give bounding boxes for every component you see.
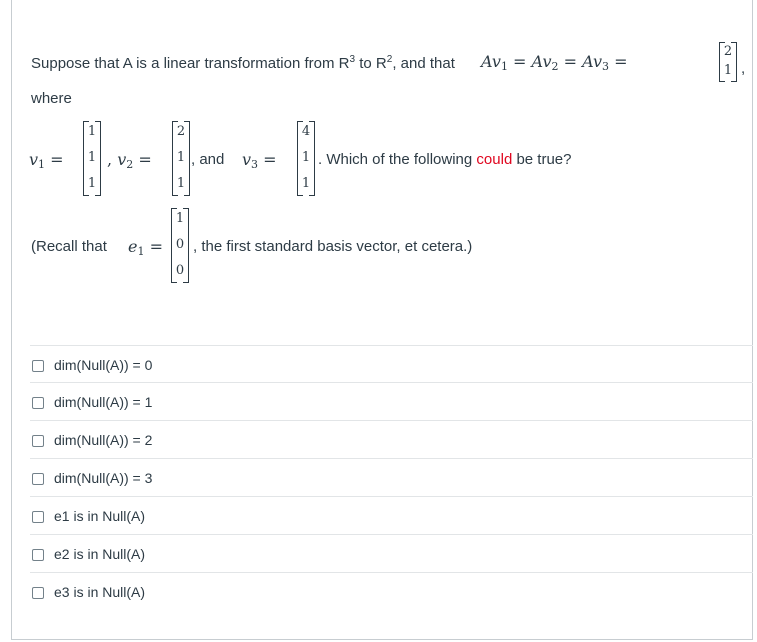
e1-equals: = <box>149 237 163 256</box>
e1-letter: e <box>128 237 138 256</box>
and-that-text: , and that <box>392 55 455 72</box>
v3-letter: v <box>242 150 252 169</box>
result-entry-2: 1 <box>723 63 733 78</box>
and-text: , and <box>191 151 225 168</box>
option-dim-null-1[interactable] <box>30 382 753 419</box>
option-label: dim(Null(A)) = 3 <box>54 470 153 486</box>
option-label: e2 is in Null(A) <box>54 546 146 562</box>
option-e1-in-null[interactable] <box>30 496 753 533</box>
equals-sign-3: = <box>614 52 628 71</box>
av2-label: Av <box>531 52 552 71</box>
checkbox[interactable] <box>32 587 44 599</box>
e1-entry-3: 0 <box>175 263 185 278</box>
could-emphasis: could <box>476 151 513 168</box>
v2-letter: v <box>117 150 127 169</box>
option-dim-null-2[interactable] <box>30 420 753 457</box>
r3-exponent: 3 <box>349 54 356 65</box>
v3-label <box>242 150 277 171</box>
checkbox[interactable] <box>32 435 44 447</box>
option-label: dim(Null(A)) = 0 <box>54 357 153 373</box>
v3-equals: = <box>263 150 277 169</box>
v1-entry-2: 1 <box>87 150 97 165</box>
be-true-text: be true? <box>512 151 572 168</box>
intro-text: Suppose that A is a linear transformation from R <box>31 55 350 72</box>
v3-matrix <box>297 121 315 196</box>
av1-sub: 1 <box>500 60 508 73</box>
recall-text: (Recall that <box>31 238 107 255</box>
option-label: e3 is in Null(A) <box>54 584 146 600</box>
checkbox[interactable] <box>32 360 44 372</box>
av3-sub: 3 <box>602 60 610 73</box>
v1-equals: = <box>50 150 64 169</box>
v1-label <box>29 150 64 171</box>
v3-entry-3: 1 <box>301 176 311 191</box>
v2-entry-1: 2 <box>176 124 186 139</box>
e1-entry-2: 0 <box>175 237 185 252</box>
which-question <box>318 151 572 168</box>
question-card <box>11 0 753 640</box>
option-label: dim(Null(A)) = 2 <box>54 432 153 448</box>
equals-sign-1: = <box>513 52 527 71</box>
option-e2-in-null[interactable] <box>30 534 753 571</box>
av3-label: Av <box>582 52 603 71</box>
checkbox[interactable] <box>32 549 44 561</box>
r2-exponent: 2 <box>386 54 393 65</box>
which-text: . Which of the following <box>318 151 477 168</box>
trailing-comma: , <box>741 60 746 77</box>
result-entry-1: 2 <box>723 44 733 59</box>
e1-matrix <box>171 208 189 283</box>
option-dim-null-0[interactable] <box>30 345 753 382</box>
to-text: to R <box>355 55 387 72</box>
e1-sub: 1 <box>137 245 145 258</box>
option-dim-null-3[interactable] <box>30 458 753 495</box>
option-label: dim(Null(A)) = 1 <box>54 394 153 410</box>
checkbox[interactable] <box>32 473 44 485</box>
checkbox[interactable] <box>32 397 44 409</box>
e1-entry-1: 1 <box>175 211 185 226</box>
v1-sub: 1 <box>38 158 46 171</box>
v1-matrix <box>83 121 101 196</box>
v1-letter: v <box>29 150 39 169</box>
av-equation <box>481 52 628 73</box>
v2-matrix <box>172 121 190 196</box>
checkbox[interactable] <box>32 511 44 523</box>
v2-sub: 2 <box>126 158 134 171</box>
v2-equals: = <box>138 150 152 169</box>
v2-comma: , <box>107 150 113 169</box>
v2-entry-2: 1 <box>176 150 186 165</box>
v3-sub: 3 <box>251 158 259 171</box>
basis-note: , the first standard basis vector, et cetera.) <box>193 238 473 255</box>
question-intro <box>31 54 455 72</box>
v2-entry-3: 1 <box>176 176 186 191</box>
where-text: where <box>31 90 72 107</box>
option-e3-in-null[interactable] <box>30 572 753 609</box>
e1-label <box>128 237 163 258</box>
v2-label <box>107 150 152 171</box>
equals-sign-2: = <box>563 52 577 71</box>
option-label: e1 is in Null(A) <box>54 508 146 524</box>
av2-sub: 2 <box>551 60 559 73</box>
result-vector-matrix <box>719 42 737 82</box>
v3-entry-1: 4 <box>301 124 311 139</box>
v1-entry-3: 1 <box>87 176 97 191</box>
v1-entry-1: 1 <box>87 124 97 139</box>
v3-entry-2: 1 <box>301 150 311 165</box>
av1-label: Av <box>481 52 501 71</box>
